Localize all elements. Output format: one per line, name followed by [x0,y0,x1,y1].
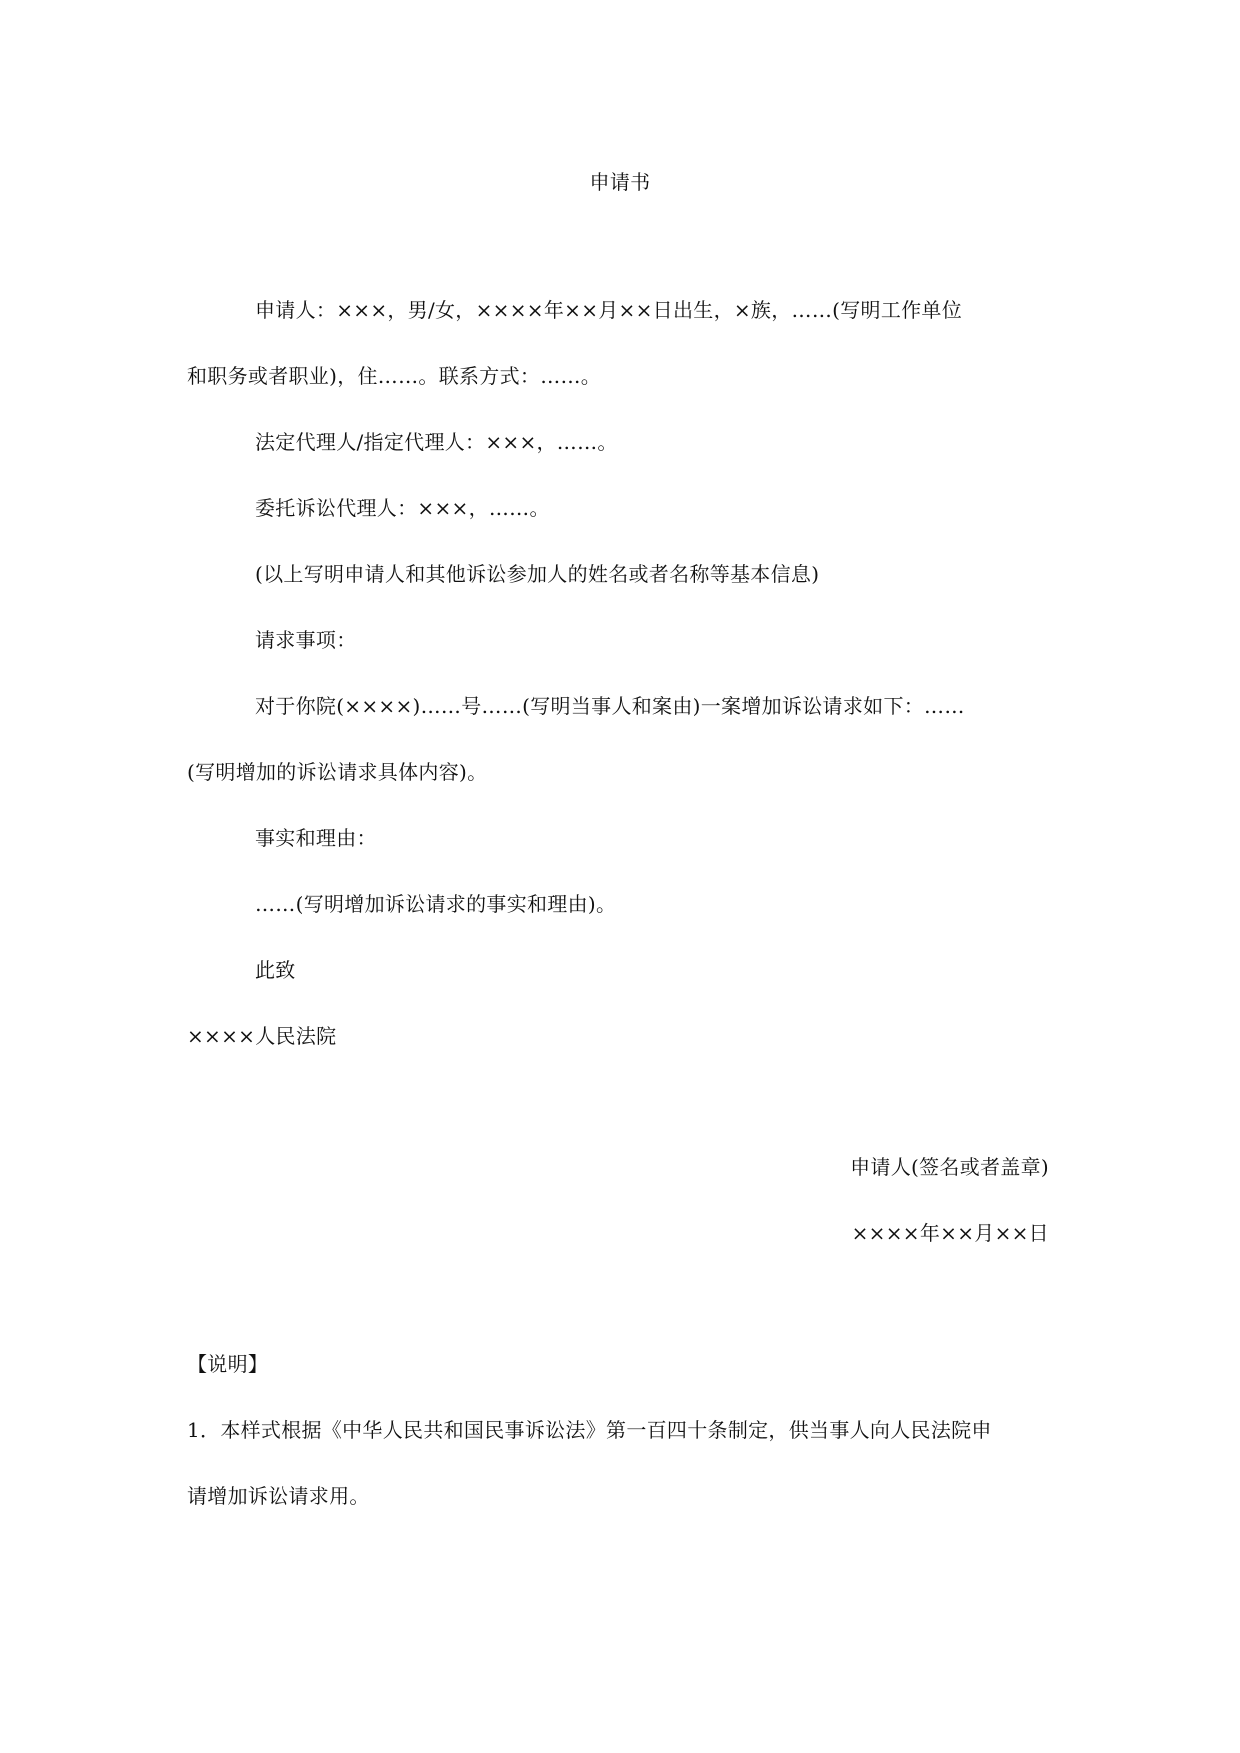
claims-line-1: 对于你院(××××)……号……(写明当事人和案由)一案增加诉讼请求如下：…… [255,694,965,718]
notes-heading: 【说明】 [187,1352,269,1376]
applicant-line-2: 和职务或者职业)，住……。联系方式：……。 [187,364,602,388]
facts-body: ……(写明增加诉讼请求的事实和理由)。 [255,892,617,916]
notes-item-1-line-1: 1．本样式根据《中华人民共和国民事诉讼法》第一百四十条制定，供当事人向人民法院申 [187,1418,992,1442]
entrusted-agent-line: 委托诉讼代理人：×××，……。 [255,496,550,520]
notes-item-1-line-2: 请增加诉讼请求用。 [187,1484,370,1508]
signature-line: 申请人(签名或者盖章) [850,1155,1049,1179]
legal-agent-line: 法定代理人/指定代理人：×××，……。 [255,430,618,454]
date-line: ××××年××月××日 [851,1221,1049,1245]
page-title: 申请书 [589,170,651,194]
claims-line-2: (写明增加的诉讼请求具体内容)。 [187,760,488,784]
court-name: ××××人民法院 [187,1024,337,1048]
salutation: 此致 [255,958,296,982]
facts-heading: 事实和理由： [255,826,377,850]
parties-note: (以上写明申请人和其他诉讼参加人的姓名或者名称等基本信息) [255,562,820,586]
applicant-line-1: 申请人：×××，男/女，××××年××月××日出生，×族，……(写明工作单位 [255,298,963,322]
claims-heading: 请求事项： [255,628,357,652]
